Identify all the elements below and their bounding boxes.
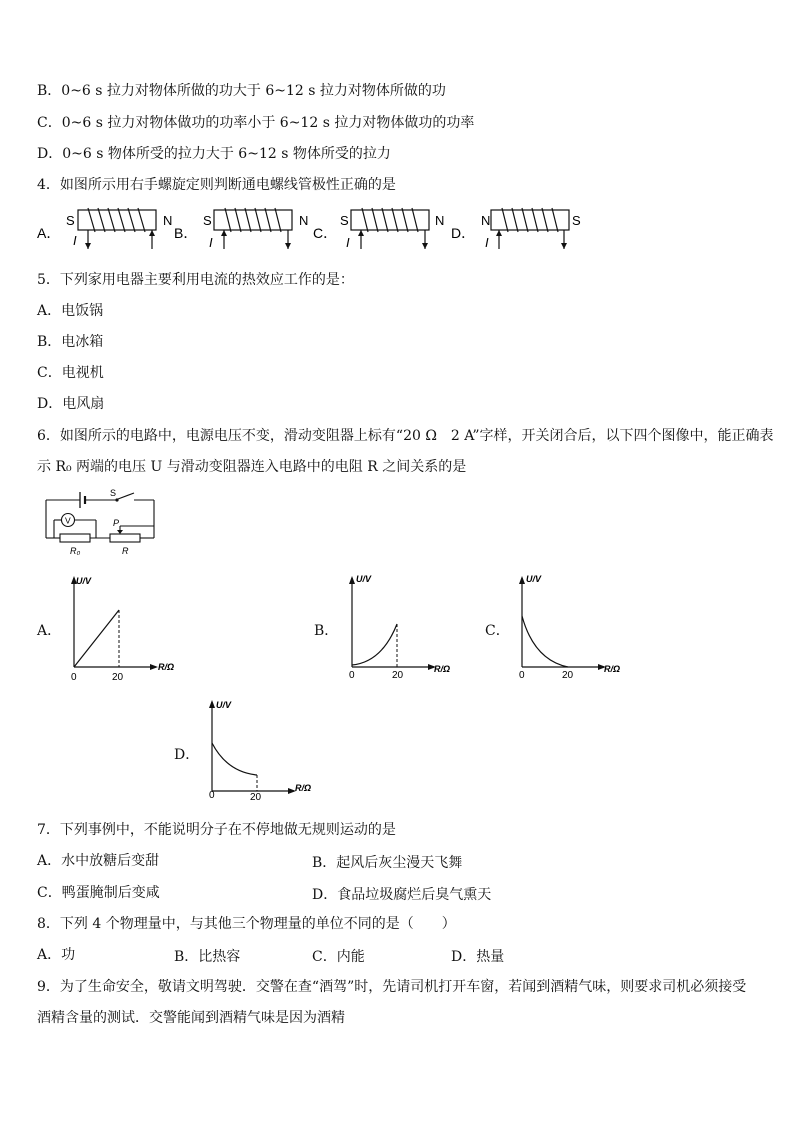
q8-option-d: D．热量 (451, 949, 505, 965)
q4-option-c-left-pole: S (340, 213, 349, 228)
q4-option-b (174, 208, 308, 250)
q7-stem: 7．下列事例中，不能说明分子在不停地做无规则运动的是 (37, 822, 396, 838)
q5-option-c: C．电视机 (37, 365, 104, 381)
q6-circuit-diagram (40, 486, 160, 558)
graph-c-tick: 20 (562, 670, 574, 681)
q4-option-d-left-pole: N (481, 213, 491, 228)
q8-option-b: B．比热容 (174, 949, 241, 965)
rheostat-r (110, 534, 140, 542)
q3-option-b: B．0~6 s 拉力对物体所做的功大于 6~12 s 拉力对物体所做的功 (37, 83, 446, 99)
q4-option-b-left-pole: S (203, 213, 212, 228)
graph-c-curve (522, 616, 568, 667)
q6-graph-d (202, 696, 332, 806)
q4-solenoid-figures (37, 205, 757, 255)
graph-d-tick: 20 (250, 792, 262, 803)
q4-option-d (451, 208, 581, 250)
slider-arrow (117, 530, 123, 534)
graph-b-xlabel: R/Ω (434, 664, 451, 674)
q4-option-b-right-pole: N (299, 213, 309, 228)
graph-d-origin: 0 (209, 790, 215, 801)
graph-d-ylabel: U/V (216, 700, 232, 710)
graph-b-tick: 20 (392, 670, 404, 681)
q3-option-d: D．0~6 s 物体所受的拉力大于 6~12 s 物体所受的拉力 (37, 146, 391, 162)
q5-option-a: A．电饭锅 (37, 303, 104, 319)
q7-option-d: D．食品垃圾腐烂后臭气熏天 (312, 887, 492, 903)
q8-stem: 8．下列 4 个物理量中，与其他三个物理量的单位不同的是（ ） (37, 916, 456, 932)
r0-label: R₀ (70, 546, 81, 556)
q7-option-a: A．水中放糖后变甜 (37, 853, 160, 869)
q6-graph-a (64, 572, 194, 682)
graph-d-xlabel: R/Ω (295, 783, 312, 793)
voltmeter-label: V (65, 515, 71, 526)
q4-option-c-label: C． (313, 225, 338, 241)
q4-stem: 4．如图所示用右手螺旋定则判断通电螺线管极性正确的是 (37, 177, 396, 193)
resistor-r0 (60, 534, 90, 542)
q6-graph-c (512, 572, 642, 682)
q4-option-c-right-pole: N (435, 213, 445, 228)
q5-option-d: D．电风扇 (37, 396, 105, 412)
q4-option-d-label: D． (451, 225, 476, 241)
graph-a-origin: 0 (71, 672, 77, 682)
graph-c-ylabel: U/V (526, 574, 542, 584)
q4-option-a-label: A． (37, 225, 61, 241)
graph-a-ylabel: U/V (76, 576, 92, 586)
graph-a-tick: 20 (112, 672, 124, 682)
q6-stem-line2: 示 R₀ 两端的电压 U 与滑动变阻器连入电路中的电阻 R 之间关系的是 (37, 459, 467, 475)
graph-d-curve (212, 743, 257, 775)
q6-option-d-label: D． (174, 747, 200, 763)
q6-option-c-label: C． (485, 623, 510, 639)
slider-label: P (113, 518, 120, 528)
q4-option-d-current: I (485, 235, 489, 250)
q8-option-a: A．功 (37, 947, 76, 963)
q4-option-a (37, 208, 172, 249)
q9-stem-line1: 9．为了生命安全，敬请文明驾驶．交警在查“酒驾”时，先请司机打开车窗，若闻到酒精气味，则要求司机必须接受 (37, 979, 747, 995)
q4-option-d-right-pole: S (572, 213, 581, 228)
graph-a-xlabel: R/Ω (158, 662, 175, 672)
q4-option-c-current: I (346, 235, 350, 250)
graph-b-origin: 0 (349, 670, 355, 681)
q4-option-b-label: B． (174, 225, 198, 241)
q4-option-a-left-pole: S (66, 213, 75, 228)
r-label: R (122, 546, 129, 556)
q3-option-c: C．0~6 s 拉力对物体做功的功率小于 6~12 s 拉力对物体做功的功率 (37, 115, 475, 131)
q7-option-b: B．起风后灰尘漫天飞舞 (312, 855, 463, 871)
q4-option-c (313, 208, 444, 250)
graph-c-origin: 0 (519, 670, 525, 681)
q6-option-b-label: B． (314, 623, 339, 639)
q7-option-c: C．鸭蛋腌制后变咸 (37, 885, 160, 901)
q6-stem-line1: 6．如图所示的电路中，电源电压不变，滑动变阻器上标有“20 Ω 2 A”字样，开关闭合后，以下四个图像中，能正确表 (37, 428, 774, 444)
q6-option-a-label: A． (37, 623, 62, 639)
q4-option-a-right-pole: N (163, 213, 173, 228)
q4-option-b-current: I (209, 235, 213, 250)
graph-a-curve (74, 610, 119, 667)
graph-b-curve (352, 624, 397, 665)
switch-label: S (110, 488, 117, 498)
q5-stem: 5．下列家用电器主要利用电流的热效应工作的是： (37, 272, 354, 288)
q8-option-c: C．内能 (312, 949, 365, 965)
q4-option-a-current: I (73, 233, 77, 248)
q5-option-b: B．电冰箱 (37, 334, 104, 350)
q6-graph-b (342, 572, 472, 682)
graph-b-ylabel: U/V (356, 574, 372, 584)
switch-blade (118, 493, 134, 499)
q9-stem-line2: 酒精含量的测试．交警能闻到酒精气味是因为酒精 (37, 1010, 345, 1026)
graph-c-xlabel: R/Ω (604, 664, 621, 674)
